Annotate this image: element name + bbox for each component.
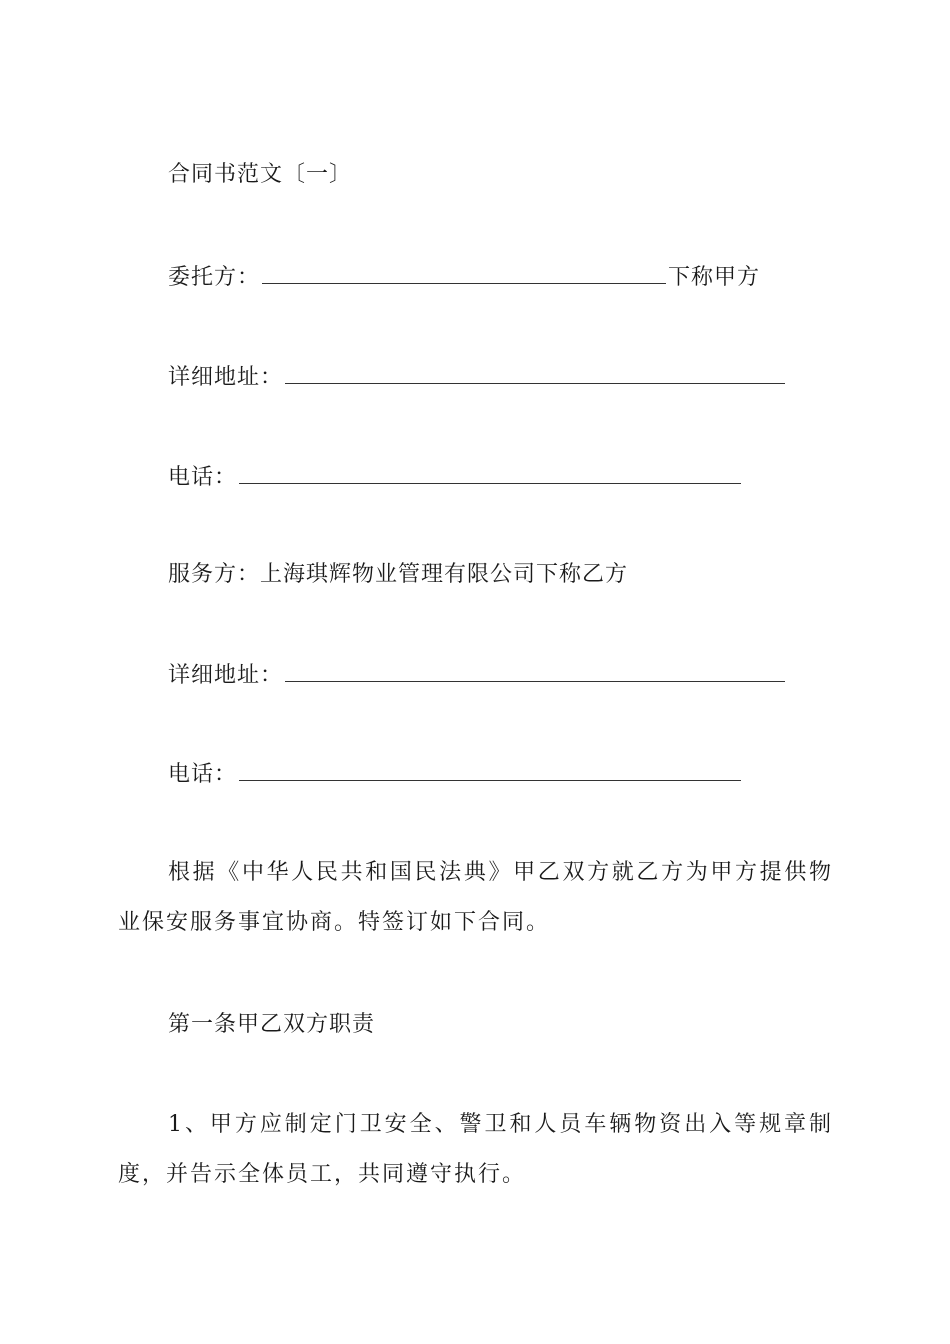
client-address-line	[168, 361, 787, 393]
client-phone-blank[interactable]	[239, 461, 741, 484]
client-label: 委托方：	[168, 265, 261, 290]
client-phone-label: 电话：	[168, 465, 238, 490]
provider-address-label: 详细地址：	[168, 663, 284, 688]
client-address-blank[interactable]	[285, 361, 785, 384]
provider-phone-label: 电话：	[168, 762, 238, 787]
article-1-heading: 第一条甲乙双方职责	[168, 1012, 376, 1037]
client-suffix: 下称甲方	[668, 265, 761, 290]
provider-address-line	[168, 659, 787, 691]
clause-1-paragraph: 1、甲方应制定门卫安全、警卫和人员车辆物资出入等规章制度，并告示全体员工，共同遵守执行。	[118, 1112, 833, 1187]
client-line	[168, 261, 760, 293]
provider-phone-blank[interactable]	[239, 758, 741, 781]
document-title: 合同书范文〔一〕	[168, 162, 353, 187]
client-name-blank[interactable]	[262, 261, 666, 284]
provider-phone-line	[168, 758, 743, 790]
client-phone-line	[168, 461, 743, 493]
provider-line: 服务方：上海琪辉物业管理有限公司下称乙方	[168, 562, 629, 587]
client-address-label: 详细地址：	[168, 365, 284, 390]
intro-paragraph: 根据《中华人民共和国民法典》甲乙双方就乙方为甲方提供物业保安服务事宜协商。特签订如下合同。	[118, 860, 833, 935]
provider-address-blank[interactable]	[285, 659, 785, 682]
